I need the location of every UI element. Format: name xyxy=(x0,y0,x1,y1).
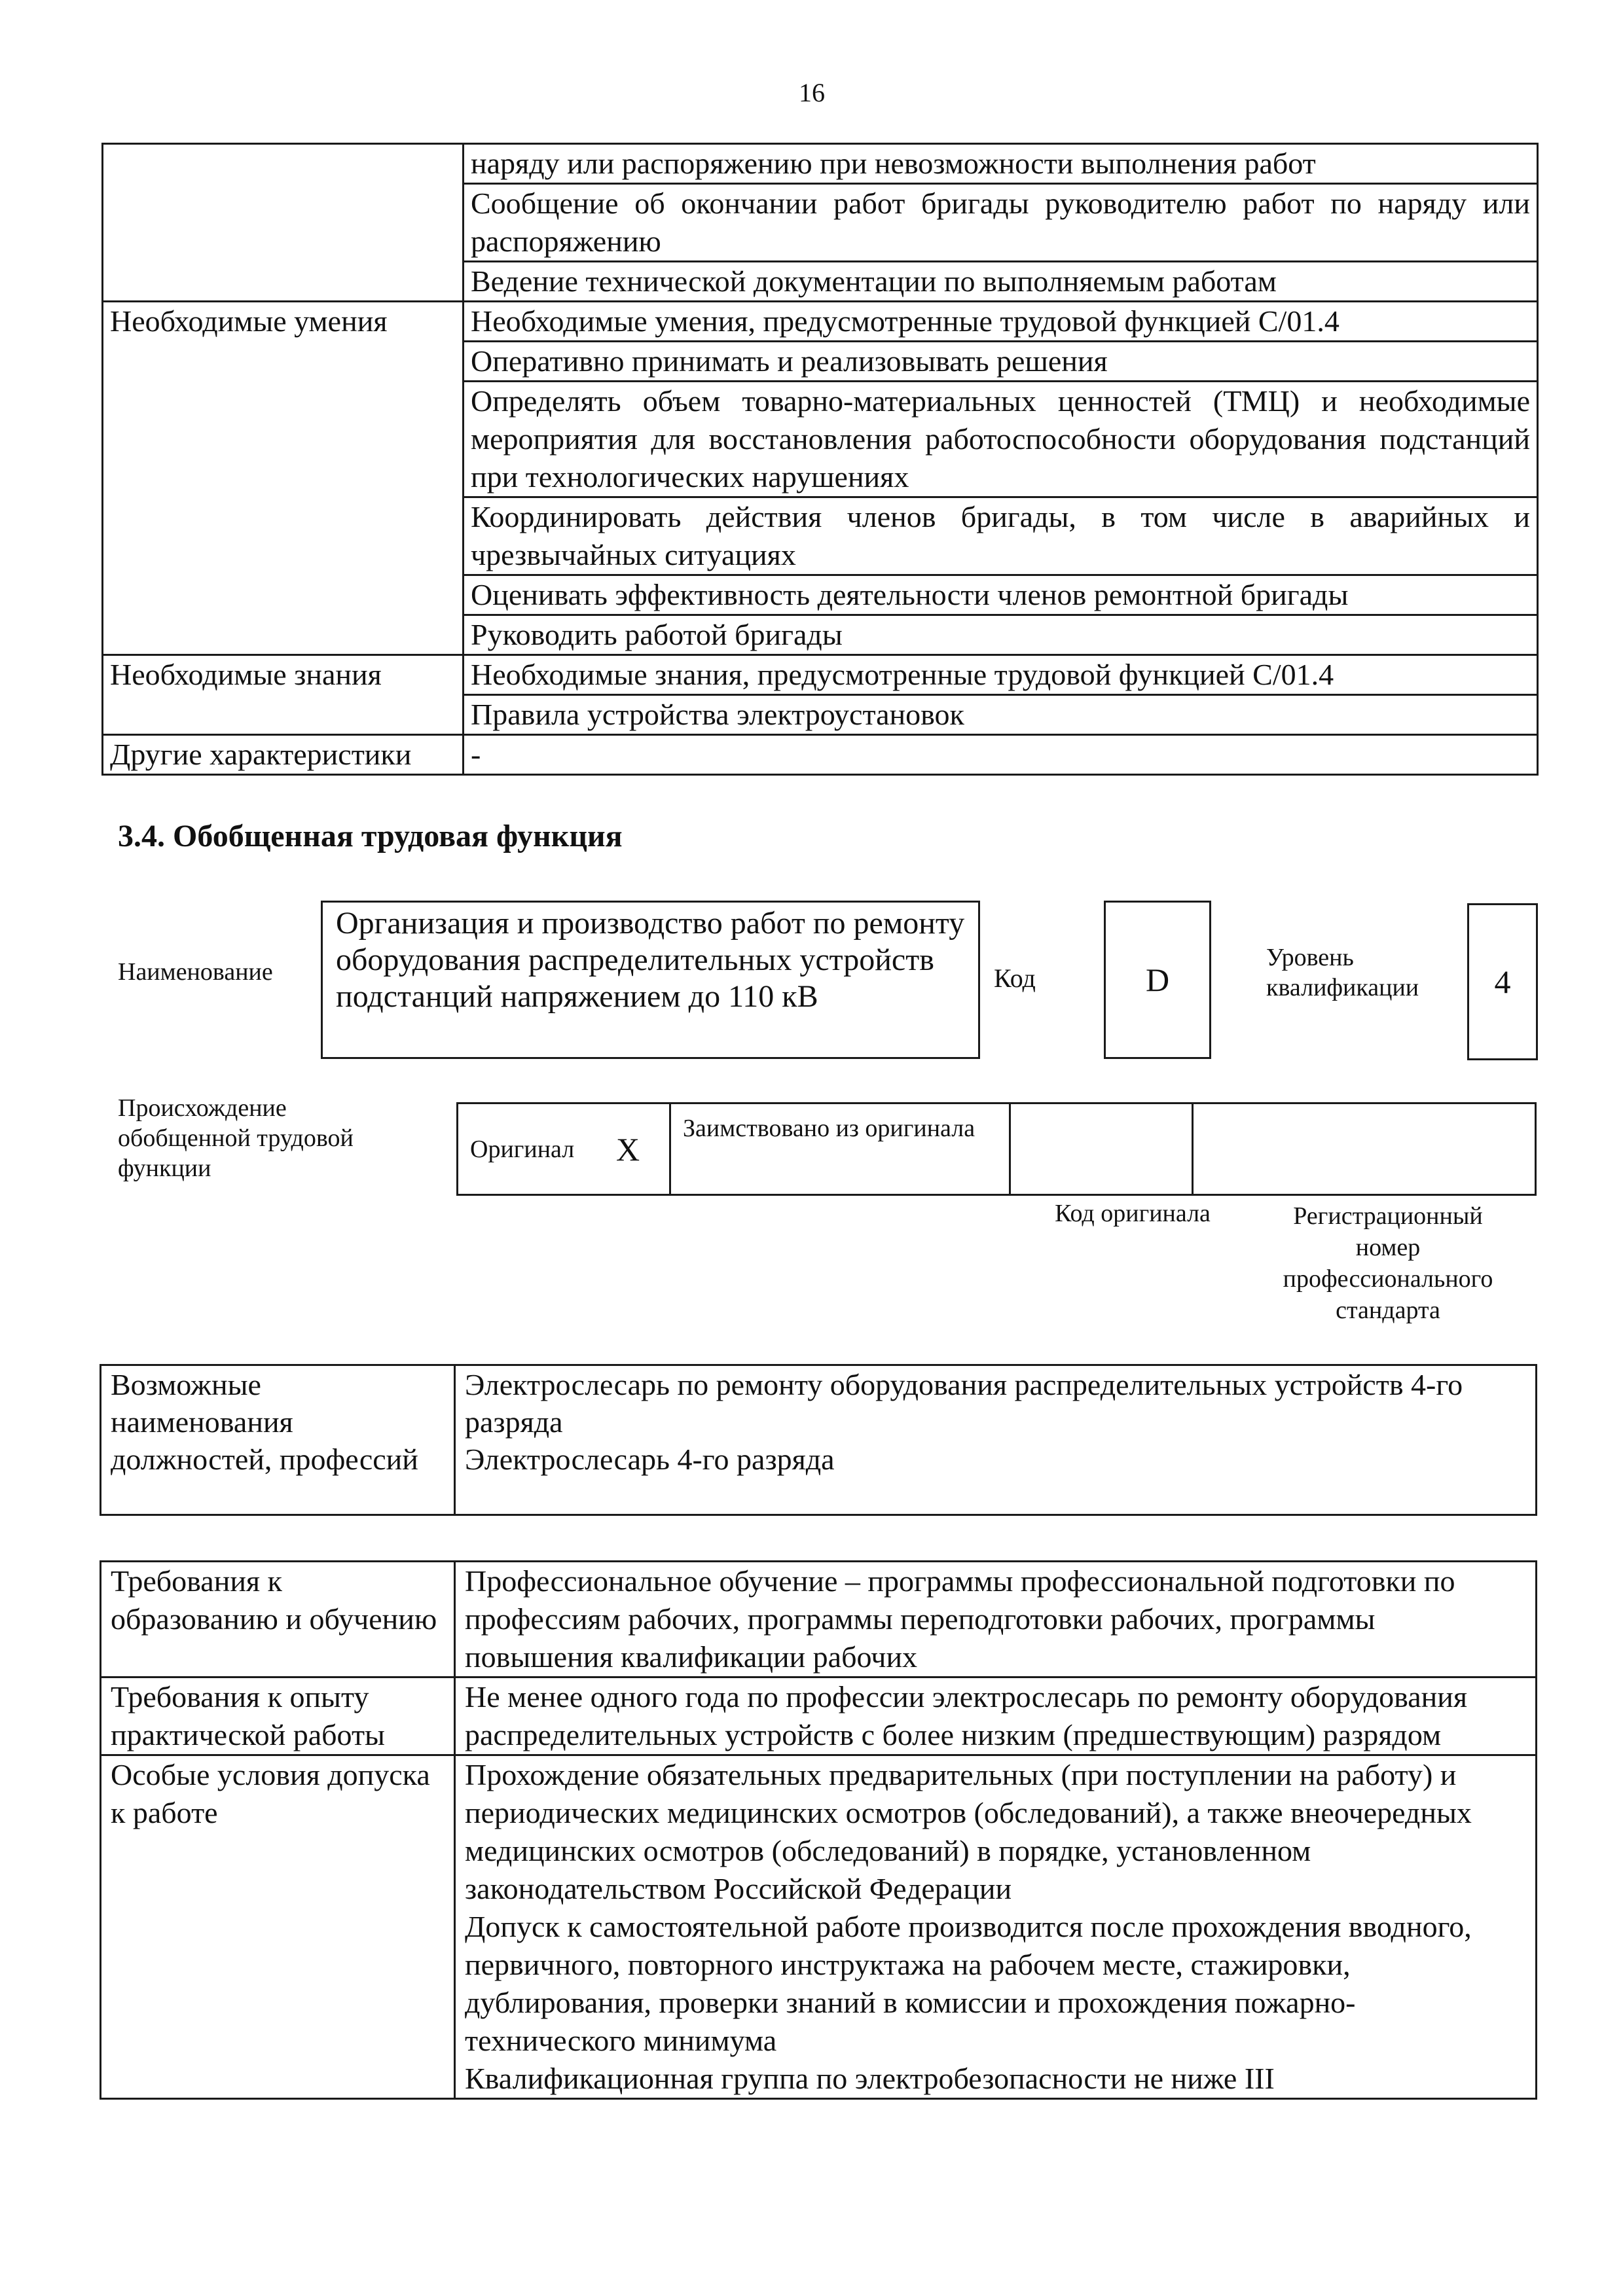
position-line: Электрослесарь 4-го разряда xyxy=(465,1443,835,1476)
table-cell: Координировать действия членов бригады, в том числе в аварийных и чрезвычайных ситуациях xyxy=(464,497,1538,575)
code-value-box: D xyxy=(1104,901,1211,1059)
origin-label: Происхождение обобщенной трудовой функции xyxy=(118,1094,354,1182)
positions-table xyxy=(100,1364,1537,1516)
table-cell: наряду или распоряжению при невозможности выполнения работ xyxy=(464,144,1538,184)
table-cell: Правила устройства электроустановок xyxy=(464,695,1538,735)
table-cell: Определять объем товарно-материальных ценностей (ТМЦ) и необходимые мероприятия для восстановления работоспособности оборудования подстанций при технологических нарушениях xyxy=(464,382,1538,497)
table-row xyxy=(101,1755,1537,2099)
code-label: Код xyxy=(994,963,1036,993)
function-details-table xyxy=(101,143,1539,776)
function-name-box: Организация и производство работ по ремонту оборудования распределительных устройств подстанций напряжением до 110 кВ xyxy=(321,901,980,1059)
positions-values xyxy=(455,1365,1537,1515)
table-cell: Необходимые знания, предусмотренные трудовой функцией С/01.4 xyxy=(464,655,1538,695)
reg-caption: Регистрационный номер профессионального стандарта xyxy=(1283,1202,1493,1324)
positions-label: Возможные наименования должностей, профессий xyxy=(101,1365,455,1515)
original-mark: X xyxy=(587,1103,670,1195)
requirement-label: Требования к опыту практической работы xyxy=(101,1677,455,1755)
page-number: 16 xyxy=(799,78,825,107)
original-code-cell xyxy=(1010,1103,1193,1195)
requirement-line: Не менее одного года по профессии электрослесарь по ремонту оборудования распределительных устройств с более низким (предшествующим) разрядом xyxy=(465,1680,1468,1751)
requirement-line: Допуск к самостоятельной работе производится после прохождения вводного, первичного, повторного инструктажа на рабочем месте, стажировки, дублирования, проверки знаний в комиссии и прохождения пожарно-технического минимума xyxy=(465,1910,1472,2057)
table-cell: Оценивать эффективность деятельности членов ремонтной бригады xyxy=(464,575,1538,615)
original-label: Оригинал xyxy=(458,1103,587,1195)
requirement-value xyxy=(455,1677,1537,1755)
table-cell: Необходимые умения, предусмотренные трудовой функцией С/01.4 xyxy=(464,302,1538,342)
requirement-value xyxy=(455,1562,1537,1677)
requirement-label: Особые условия допуска к работе xyxy=(101,1755,455,2099)
table-cell: Руководить работой бригады xyxy=(464,615,1538,655)
table-row xyxy=(103,144,1538,184)
table-cell: Сообщение об окончании работ бригады руководителю работ по наряду или распоряжению xyxy=(464,184,1538,262)
registration-number-cell xyxy=(1193,1103,1536,1195)
table-row xyxy=(103,735,1538,775)
table-cell: - xyxy=(464,735,1538,775)
row-label xyxy=(103,144,464,302)
table-row xyxy=(101,1677,1537,1755)
table-row xyxy=(458,1103,1536,1195)
name-label: Наименование xyxy=(118,958,273,986)
row-label-skills: Необходимые умения xyxy=(103,302,464,655)
requirement-label: Требования к образованию и обучению xyxy=(101,1562,455,1677)
table-row xyxy=(103,302,1538,342)
table-cell: Ведение технической документации по выполняемым работам xyxy=(464,262,1538,302)
borrowed-label: Заимствовано из оригинала xyxy=(670,1103,1010,1195)
requirement-line: Профессиональное обучение – программы профессиональной подготовки по профессиям рабочих, программы переподготовки рабочих, программы повышения квалификации рабочих xyxy=(465,1564,1455,1674)
level-label: Уровень квалификации xyxy=(1266,944,1419,1001)
table-row xyxy=(103,655,1538,695)
requirement-line: Прохождение обязательных предварительных (при поступлении на работу) и периодических медицинских осмотров (обследований), а также внеочередных медицинских осмотров (обследований) в порядке, установленном законодательством Российской Федерации xyxy=(465,1758,1472,1905)
requirement-value xyxy=(455,1755,1537,2099)
position-line: Электрослесарь по ремонту оборудования распределительных устройств 4-го разряда xyxy=(465,1368,1463,1439)
requirements-table xyxy=(100,1560,1537,2100)
requirement-line: Квалификационная группа по электробезопасности не ниже III xyxy=(465,2062,1275,2095)
row-label-knowledge: Необходимые знания xyxy=(103,655,464,735)
table-row xyxy=(101,1562,1537,1677)
table-row xyxy=(101,1365,1537,1515)
origin-table xyxy=(456,1102,1537,1196)
section-heading: 3.4. Обобщенная трудовая функция xyxy=(118,819,623,853)
table-cell: Оперативно принимать и реализовывать решения xyxy=(464,342,1538,382)
code-caption: Код оригинала xyxy=(1055,1200,1211,1227)
row-label-other: Другие характеристики xyxy=(103,735,464,775)
level-value-box: 4 xyxy=(1467,903,1538,1060)
